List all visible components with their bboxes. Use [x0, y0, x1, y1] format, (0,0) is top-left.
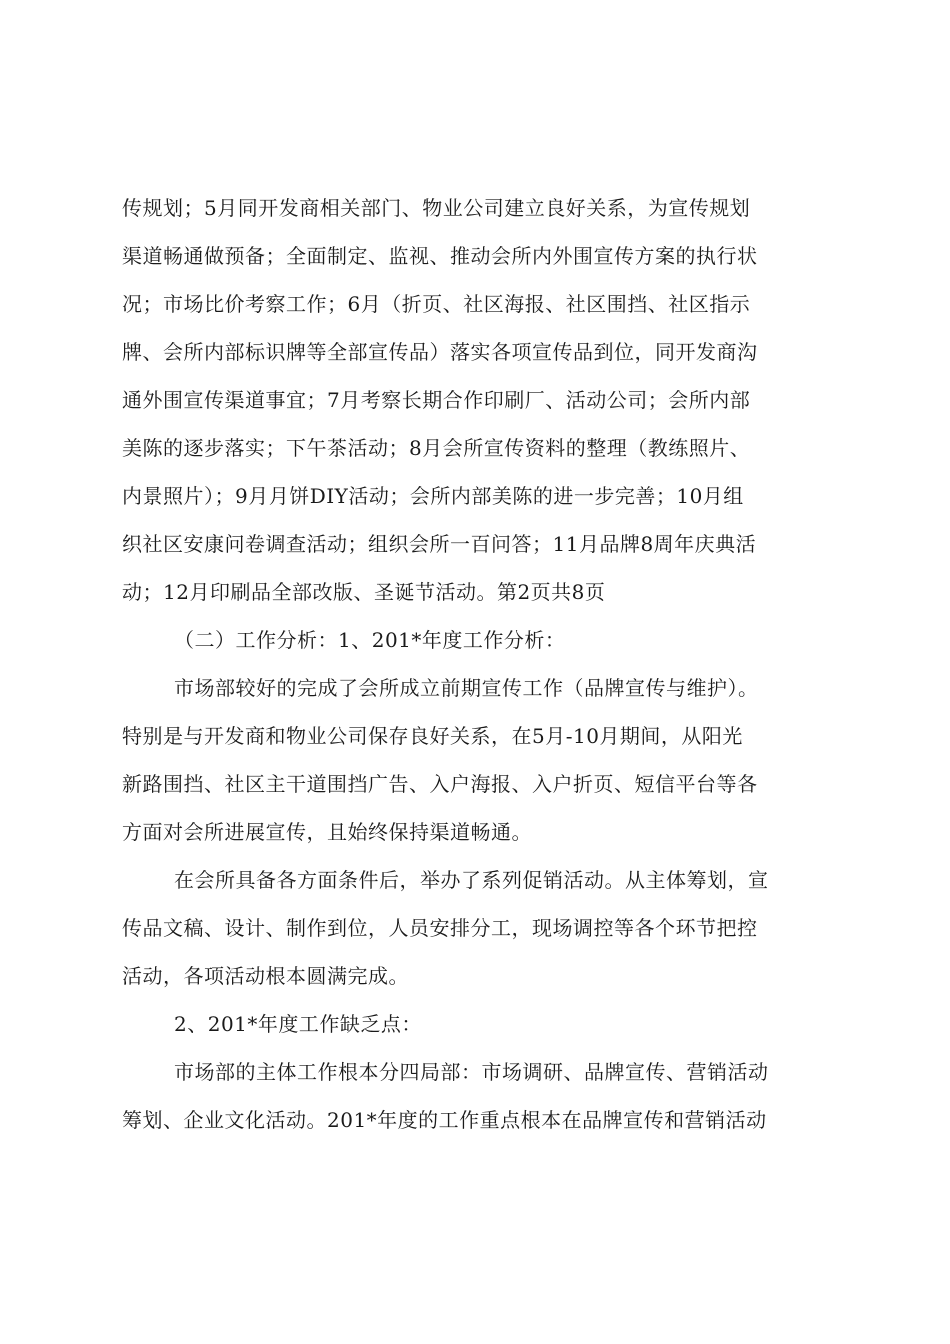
text-line: 况；市场比价考察工作；6月（折页、社区海报、社区围挡、社区指示 — [122, 292, 751, 316]
text-line: 传规划；5月同开发商相关部门、物业公司建立良好关系，为宣传规划 — [122, 196, 751, 220]
text-line: 市场部的主体工作根本分四局部：市场调研、品牌宣传、营销活动 — [174, 1060, 769, 1084]
section-heading: （二）工作分析：1、201*年度工作分析： — [174, 628, 566, 652]
text-line: 在会所具备各方面条件后，举办了系列促销活动。从主体筹划，宣 — [174, 868, 769, 892]
text-line: 筹划、企业文化活动。201*年度的工作重点根本在品牌宣传和营销活动 — [122, 1108, 767, 1132]
text-line: 通外围宣传渠道事宜；7月考察长期合作印刷厂、活动公司；会所内部 — [122, 388, 751, 412]
text-line: 活动，各项活动根本圆满完成。 — [122, 964, 409, 988]
section-heading: 2、201*年度工作缺乏点： — [174, 1012, 422, 1036]
text-line: 内景照片）；9月月饼DIY活动；会所内部美陈的进一步完善；10月组 — [122, 484, 744, 508]
text-line: 渠道畅通做预备；全面制定、监视、推动会所内外围宣传方案的执行状 — [122, 244, 758, 268]
text-line: 传品文稿、设计、制作到位，人员安排分工，现场调控等各个环节把控 — [122, 916, 758, 940]
text-line: 特别是与开发商和物业公司保存良好关系，在5月-10月期间，从阳光 — [122, 724, 743, 748]
text-line: 方面对会所进展宣传，且始终保持渠道畅通。 — [122, 820, 532, 844]
text-line: 市场部较好的完成了会所成立前期宣传工作（品牌宣传与维护）。 — [174, 676, 759, 700]
text-line: 美陈的逐步落实；下午茶活动；8月会所宣传资料的整理（教练照片、 — [122, 436, 751, 460]
text-line: 织社区安康问卷调查活动；组织会所一百问答；11月品牌8周年庆典活 — [122, 532, 757, 556]
text-line: 动；12月印刷品全部改版、圣诞节活动。第2页共8页 — [122, 580, 606, 604]
text-line: 牌、会所内部标识牌等全部宣传品）落实各项宣传品到位，同开发商沟 — [122, 340, 758, 364]
text-line: 新路围挡、社区主干道围挡广告、入户海报、入户折页、短信平台等各 — [122, 772, 758, 796]
